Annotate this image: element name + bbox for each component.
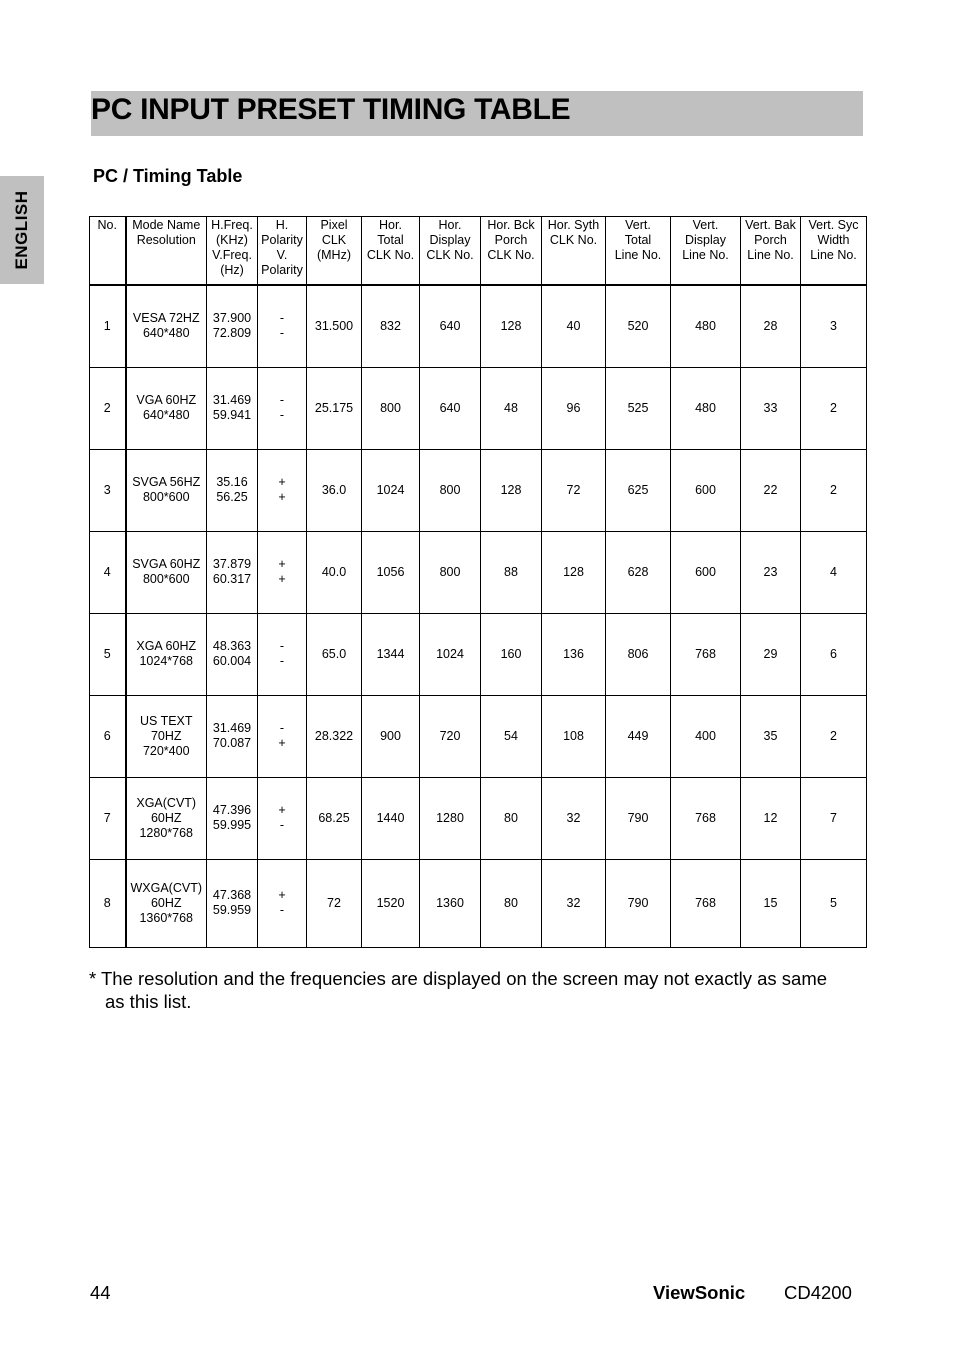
column-header-line: Resolution [136, 233, 196, 247]
column-header [481, 217, 542, 286]
cell-hor-total: 1440 [362, 777, 420, 859]
cell-line: + [278, 475, 286, 489]
cell-line: XGA(CVT) [136, 795, 197, 810]
column-header-line: Porch [754, 233, 787, 247]
cell-frequency [207, 367, 258, 449]
cell-hor-display: 720 [420, 695, 481, 777]
cell-line: SVGA 60HZ [132, 557, 201, 571]
cell-line: 37.900 [212, 311, 252, 326]
cell-hor-display: 640 [420, 285, 481, 367]
column-header-line: H. [275, 218, 289, 232]
cell-vert-display: 600 [671, 449, 741, 531]
cell-mode [126, 695, 207, 777]
cell-vert-display: 600 [671, 531, 741, 613]
cell-line: 59.959 [212, 903, 252, 917]
cell-line: 35.16 [216, 475, 248, 489]
cell-line: 1024*768 [139, 654, 194, 668]
cell-hor-display: 1360 [420, 859, 481, 947]
cell-polarity [258, 449, 307, 531]
cell-line: - [279, 311, 285, 326]
cell-hor-total: 1344 [362, 613, 420, 695]
column-header-line: Display [429, 233, 471, 247]
column-header-line: Polarity [261, 233, 303, 247]
footnote-line-2: as this list. [105, 991, 192, 1012]
cell-no: 4 [90, 531, 126, 613]
cell-no: 8 [90, 859, 126, 947]
cell-line: 59.995 [212, 818, 252, 832]
cell-pixel-clk: 31.500 [307, 285, 362, 367]
column-header-line: Pixel [320, 218, 348, 232]
cell-line: + [278, 888, 286, 902]
cell-polarity [258, 285, 307, 367]
cell-vert-total: 628 [606, 531, 671, 613]
cell-vert-sync-width: 2 [801, 449, 867, 531]
cell-hor-sync: 32 [542, 777, 606, 859]
cell-vert-sync-width: 2 [801, 695, 867, 777]
cell-line: - [279, 721, 285, 735]
column-header [90, 217, 126, 286]
cell-vert-display: 400 [671, 695, 741, 777]
cell-vert-display: 768 [671, 859, 741, 947]
column-header-line: CLK No. [549, 233, 598, 247]
cell-line: 640*480 [142, 408, 190, 422]
column-header-line: Hor. [438, 218, 462, 232]
title-bar [91, 91, 863, 136]
cell-line: + [278, 572, 286, 586]
column-header [258, 217, 307, 286]
cell-vert-back-porch: 29 [741, 613, 801, 695]
cell-line: 48.363 [212, 639, 252, 653]
cell-vert-display: 480 [671, 367, 741, 449]
cell-vert-total: 525 [606, 367, 671, 449]
cell-line: 1280*768 [139, 825, 194, 840]
cell-vert-total: 790 [606, 859, 671, 947]
cell-line: 47.368 [212, 888, 252, 902]
cell-vert-sync-width: 2 [801, 367, 867, 449]
column-header-line: (KHz) [216, 233, 248, 247]
column-header-line: Width [817, 233, 850, 247]
cell-hor-back-porch: 80 [481, 777, 542, 859]
cell-line: - [279, 903, 285, 917]
cell-no: 7 [90, 777, 126, 859]
cell-line: 800*600 [142, 572, 190, 586]
cell-line: 60HZ [150, 810, 182, 825]
table-row [90, 859, 867, 947]
cell-hor-sync: 128 [542, 531, 606, 613]
cell-frequency [207, 695, 258, 777]
cell-hor-display: 640 [420, 367, 481, 449]
language-side-tab [0, 176, 44, 284]
cell-hor-display: 1280 [420, 777, 481, 859]
cell-pixel-clk: 40.0 [307, 531, 362, 613]
cell-vert-total: 520 [606, 285, 671, 367]
cell-line: SVGA 56HZ [132, 475, 201, 489]
cell-line: - [279, 393, 285, 407]
column-header-line: Vert. Bak [745, 218, 796, 232]
column-header-line: Line No. [614, 248, 662, 262]
table-row [90, 531, 867, 613]
cell-vert-total: 790 [606, 777, 671, 859]
cell-vert-back-porch: 23 [741, 531, 801, 613]
cell-hor-back-porch: 88 [481, 531, 542, 613]
cell-hor-total: 1024 [362, 449, 420, 531]
column-header-line: Line No. [682, 248, 729, 262]
page-title: PC INPUT PRESET TIMING TABLE [91, 93, 571, 126]
cell-line: 720*400 [142, 743, 190, 758]
cell-pixel-clk: 25.175 [307, 367, 362, 449]
cell-hor-sync: 72 [542, 449, 606, 531]
cell-line: 31.469 [212, 393, 252, 407]
cell-polarity [258, 695, 307, 777]
column-header-line: Line No. [810, 248, 857, 262]
cell-hor-total: 900 [362, 695, 420, 777]
column-header-line: Polarity [261, 263, 303, 277]
cell-vert-sync-width: 5 [801, 859, 867, 947]
cell-line: - [279, 818, 285, 832]
column-header-line: (Hz) [220, 263, 244, 277]
cell-hor-back-porch: 128 [481, 449, 542, 531]
cell-frequency [207, 285, 258, 367]
cell-hor-sync: 96 [542, 367, 606, 449]
footnote-line-1: * The resolution and the frequencies are displayed on the screen may not exactly as same [89, 968, 828, 989]
column-header-line: Total [624, 233, 652, 247]
cell-mode [126, 449, 207, 531]
cell-line: 70.087 [212, 736, 252, 750]
cell-line: - [279, 408, 285, 422]
cell-hor-total: 1520 [362, 859, 420, 947]
cell-frequency [207, 613, 258, 695]
cell-pixel-clk: 36.0 [307, 449, 362, 531]
cell-hor-back-porch: 80 [481, 859, 542, 947]
column-header-line: CLK [321, 233, 347, 247]
cell-hor-total: 832 [362, 285, 420, 367]
cell-mode [126, 777, 207, 859]
cell-line: 59.941 [212, 408, 252, 422]
cell-no: 6 [90, 695, 126, 777]
cell-hor-display: 1024 [420, 613, 481, 695]
column-header-line: Line No. [747, 248, 794, 262]
cell-polarity [258, 859, 307, 947]
cell-vert-back-porch: 12 [741, 777, 801, 859]
cell-vert-back-porch: 33 [741, 367, 801, 449]
cell-hor-display: 800 [420, 531, 481, 613]
column-header-line: CLK No. [487, 248, 535, 262]
cell-line: 1360*768 [139, 910, 194, 925]
cell-line: 60HZ [150, 895, 182, 910]
column-header [741, 217, 801, 286]
column-header-line: Vert. Syc [808, 218, 859, 232]
cell-line: + [278, 557, 286, 571]
footnote [89, 967, 879, 1013]
column-header [542, 217, 606, 286]
column-header [126, 217, 207, 286]
column-header-line: V.Freq. [212, 248, 252, 262]
cell-line: 800*600 [142, 490, 190, 504]
cell-hor-total: 800 [362, 367, 420, 449]
cell-line: + [278, 490, 286, 504]
cell-pixel-clk: 72 [307, 859, 362, 947]
cell-vert-sync-width: 4 [801, 531, 867, 613]
column-header [801, 217, 867, 286]
cell-vert-sync-width: 3 [801, 285, 867, 367]
cell-line: XGA 60HZ [136, 639, 197, 653]
cell-line: 47.396 [212, 803, 252, 817]
cell-hor-back-porch: 128 [481, 285, 542, 367]
column-header [420, 217, 481, 286]
cell-no: 3 [90, 449, 126, 531]
language-label: ENGLISH [12, 190, 31, 270]
cell-hor-sync: 40 [542, 285, 606, 367]
column-header [606, 217, 671, 286]
cell-line: 31.469 [212, 721, 252, 735]
cell-no: 2 [90, 367, 126, 449]
cell-line: 60.317 [212, 572, 252, 586]
cell-line: 37.879 [212, 557, 252, 571]
cell-pixel-clk: 68.25 [307, 777, 362, 859]
cell-frequency [207, 777, 258, 859]
cell-vert-total: 806 [606, 613, 671, 695]
cell-polarity [258, 777, 307, 859]
cell-vert-back-porch: 35 [741, 695, 801, 777]
table-body [90, 285, 867, 947]
cell-vert-back-porch: 28 [741, 285, 801, 367]
model-name: CD4200 [784, 1282, 852, 1303]
column-header-line: Mode Name [132, 218, 201, 232]
cell-polarity [258, 367, 307, 449]
cell-polarity [258, 613, 307, 695]
cell-mode [126, 859, 207, 947]
column-header [307, 217, 362, 286]
table-header-row [90, 217, 867, 286]
cell-vert-sync-width: 7 [801, 777, 867, 859]
cell-hor-display: 800 [420, 449, 481, 531]
cell-hor-sync: 108 [542, 695, 606, 777]
column-header-line: Total [377, 233, 404, 247]
column-header-line: CLK No. [426, 248, 474, 262]
cell-line: + [278, 803, 286, 817]
cell-pixel-clk: 65.0 [307, 613, 362, 695]
column-header [671, 217, 741, 286]
column-header-line: Hor. Syth [547, 218, 600, 232]
table-row [90, 449, 867, 531]
table-row [90, 613, 867, 695]
column-header-line: H.Freq. [211, 218, 253, 232]
cell-line: 640*480 [142, 326, 190, 341]
page-number: 44 [90, 1282, 111, 1303]
cell-hor-sync: 136 [542, 613, 606, 695]
column-header-line: Hor. Bck [487, 218, 535, 232]
cell-hor-total: 1056 [362, 531, 420, 613]
column-header-line: No. [97, 218, 117, 232]
cell-vert-total: 449 [606, 695, 671, 777]
cell-mode [126, 285, 207, 367]
cell-mode [126, 367, 207, 449]
column-header-line: Vert. [692, 218, 719, 232]
cell-line: WXGA(CVT) [130, 880, 203, 895]
cell-line: - [279, 326, 285, 341]
cell-line: 60.004 [212, 654, 252, 668]
cell-line: 70HZ [150, 728, 182, 743]
cell-no: 1 [90, 285, 126, 367]
column-header-line: Hor. [379, 218, 402, 232]
section-subtitle: PC / Timing Table [93, 166, 243, 186]
table-row [90, 777, 867, 859]
column-header-line: Display [685, 233, 726, 247]
column-header-line: CLK No. [366, 248, 415, 262]
cell-pixel-clk: 28.322 [307, 695, 362, 777]
column-header-line: V. [276, 248, 288, 262]
cell-frequency [207, 531, 258, 613]
cell-hor-sync: 32 [542, 859, 606, 947]
cell-vert-sync-width: 6 [801, 613, 867, 695]
cell-line: VESA 72HZ [132, 311, 200, 326]
column-header-line: (MHz) [316, 248, 351, 262]
cell-frequency [207, 859, 258, 947]
cell-line: - [279, 639, 285, 653]
cell-line: 72.809 [212, 326, 252, 341]
cell-vert-display: 768 [671, 777, 741, 859]
brand-name: ViewSonic [653, 1282, 746, 1303]
cell-hor-back-porch: 160 [481, 613, 542, 695]
cell-line: + [278, 736, 286, 750]
table-row [90, 367, 867, 449]
column-header [207, 217, 258, 286]
cell-line: US TEXT [139, 713, 193, 728]
cell-line: - [279, 654, 285, 668]
cell-polarity [258, 531, 307, 613]
cell-no: 5 [90, 613, 126, 695]
cell-vert-display: 480 [671, 285, 741, 367]
cell-line: 56.25 [216, 490, 248, 504]
column-header [362, 217, 420, 286]
cell-vert-back-porch: 22 [741, 449, 801, 531]
cell-vert-back-porch: 15 [741, 859, 801, 947]
column-header-line: Porch [494, 233, 528, 247]
table-row [90, 285, 867, 367]
cell-frequency [207, 449, 258, 531]
cell-mode [126, 531, 207, 613]
cell-mode [126, 613, 207, 695]
cell-line: VGA 60HZ [136, 393, 197, 407]
cell-hor-back-porch: 48 [481, 367, 542, 449]
column-header-line: Vert. [625, 218, 651, 232]
cell-vert-display: 768 [671, 613, 741, 695]
timing-table [89, 216, 867, 948]
cell-vert-total: 625 [606, 449, 671, 531]
table-row [90, 695, 867, 777]
cell-hor-back-porch: 54 [481, 695, 542, 777]
